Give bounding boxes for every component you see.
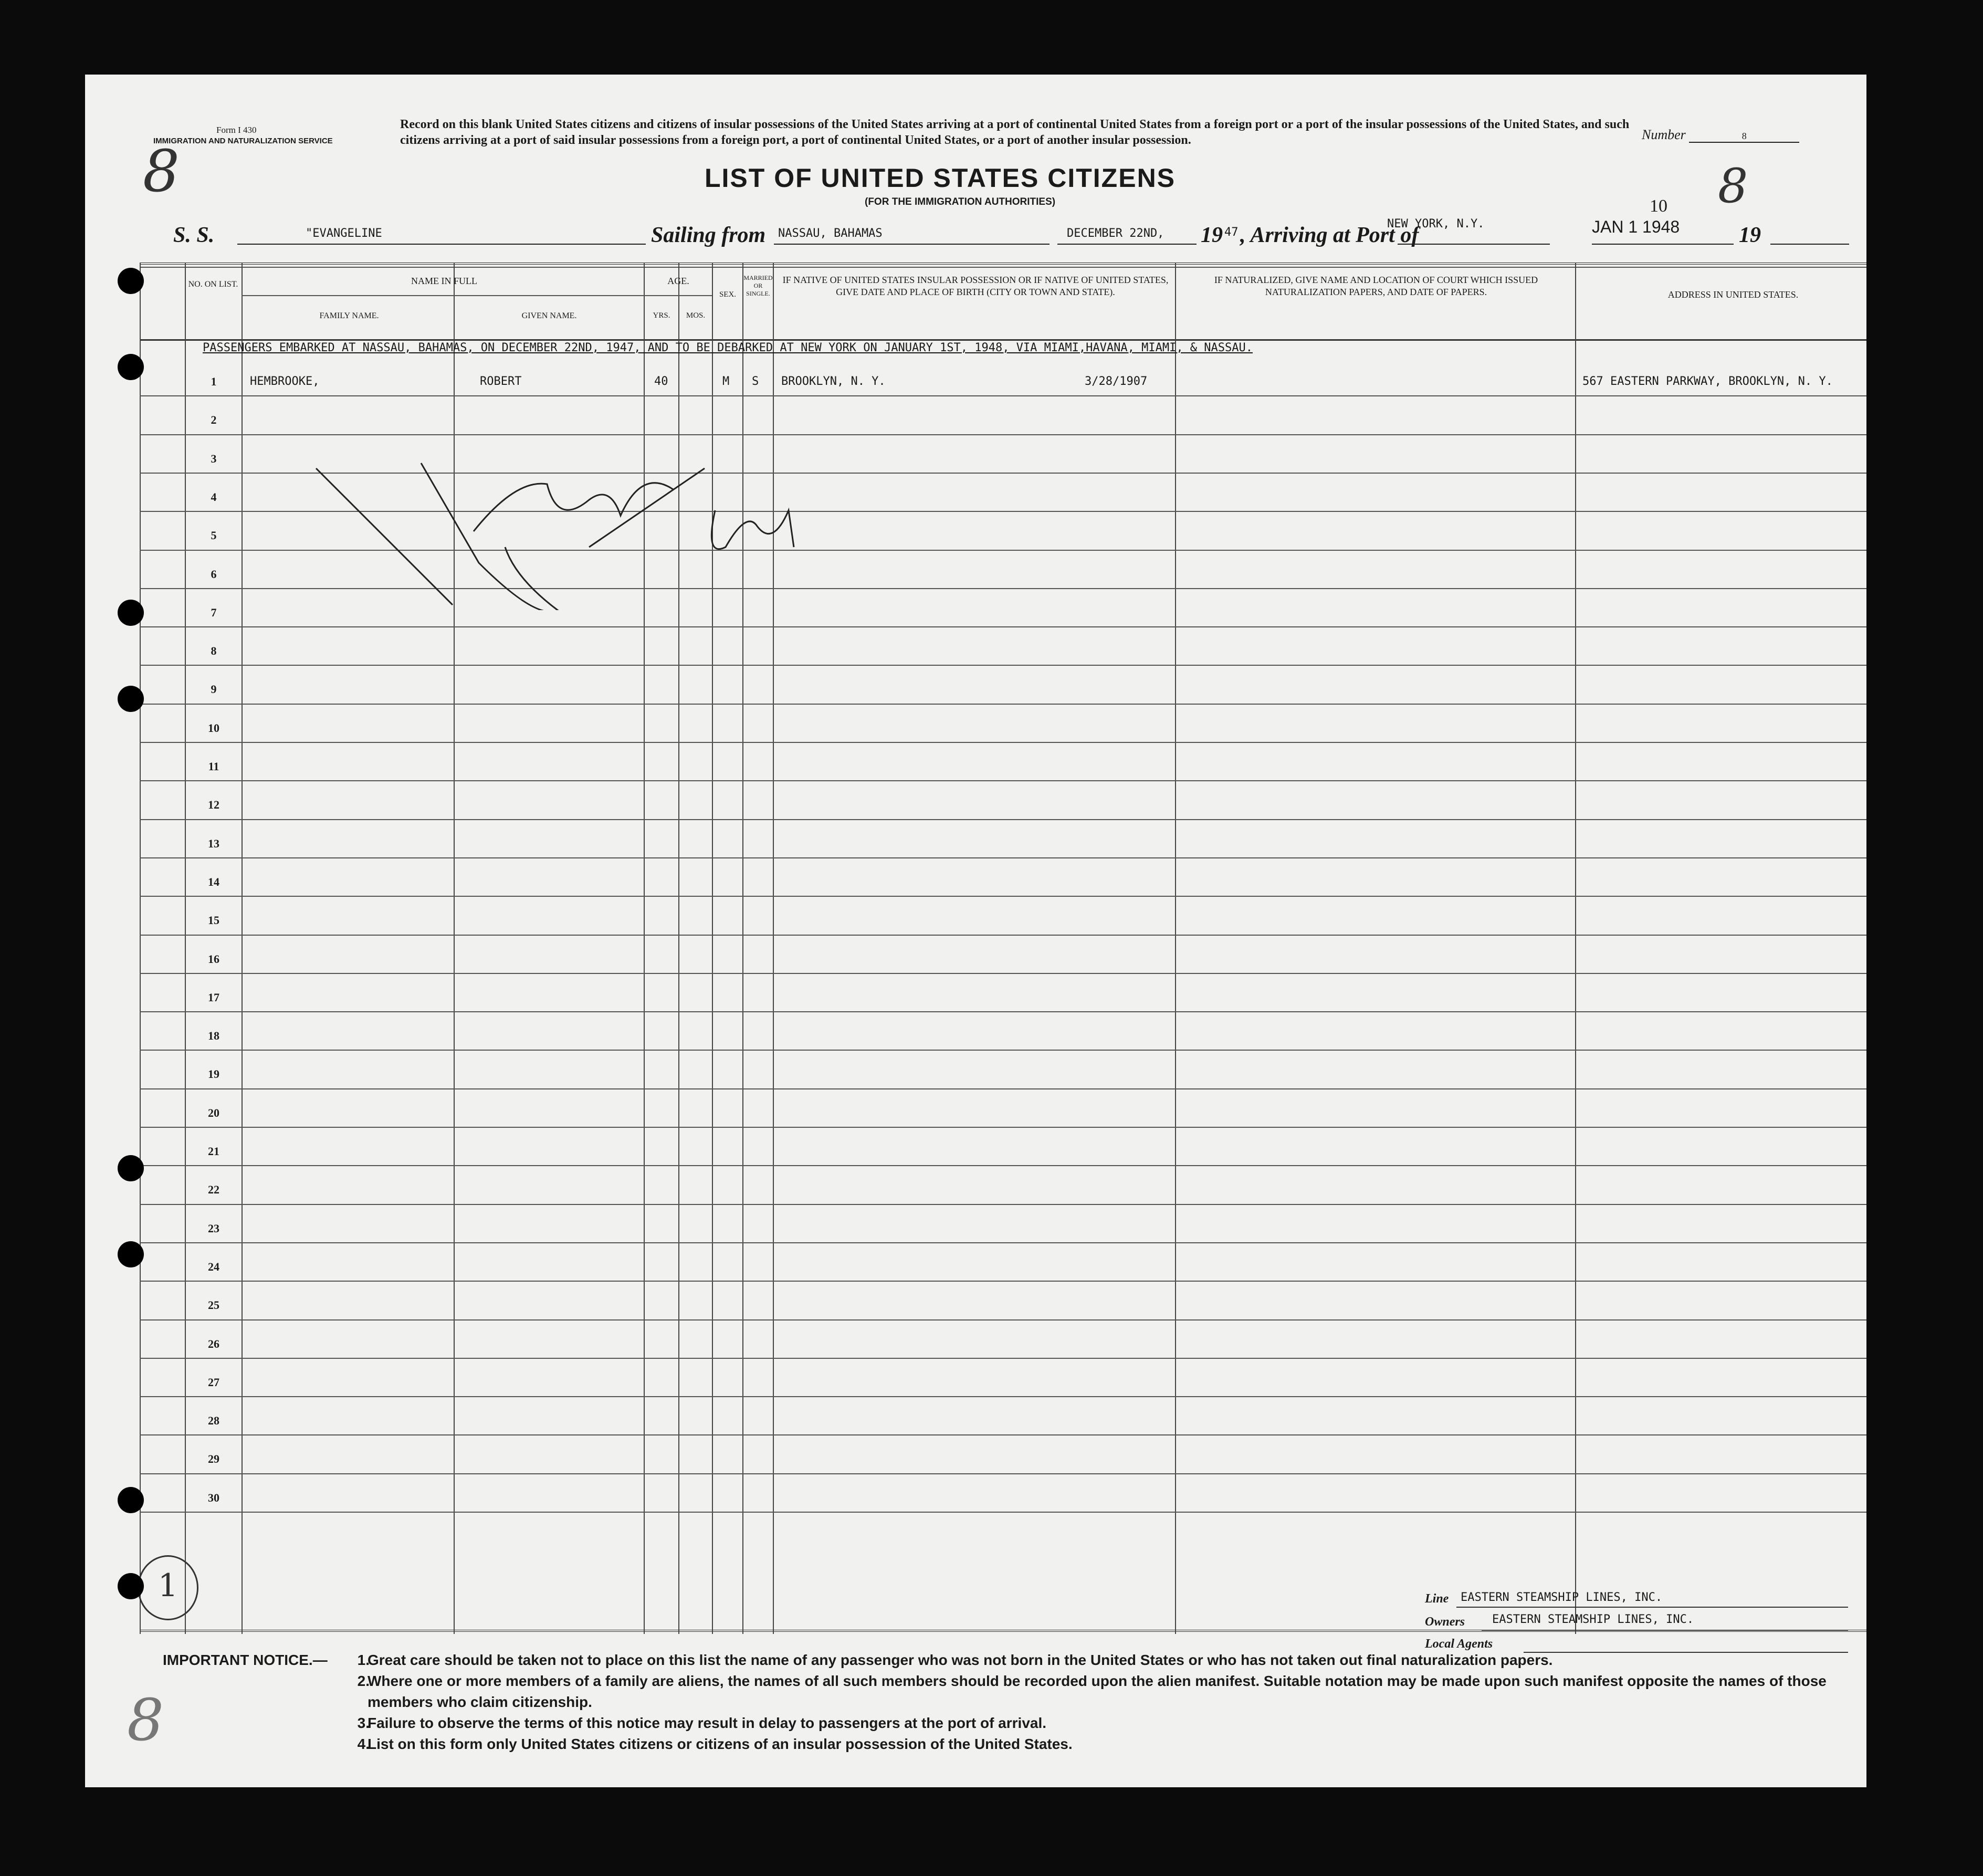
- row-rule: [140, 973, 1866, 974]
- binder-hole: [118, 600, 144, 626]
- col-native: IF NATIVE OF UNITED STATES INSULAR POSSESSION OR IF NATIVE OF UNITED STATES, GIVE DATE AND PLACE OF BIRTH (CITY OR TOWN AND STATE).: [782, 275, 1169, 297]
- signature-scribble: [243, 390, 820, 610]
- marital-cell: S: [752, 375, 759, 388]
- row-rule: [140, 1434, 1866, 1435]
- list-number: [1642, 127, 1799, 143]
- row-rule: [140, 1358, 1866, 1359]
- year-prefix: 19: [1201, 223, 1223, 247]
- owners-value: EASTERN STEAMSHIP LINES, INC.: [1492, 1613, 1694, 1626]
- to-line: [1398, 244, 1550, 245]
- row-number: 16: [208, 952, 219, 966]
- row-rule: [140, 626, 1866, 627]
- row-rule: [140, 1088, 1866, 1089]
- row-rule: [140, 896, 1866, 897]
- row-number: 2: [211, 413, 217, 427]
- row-rule: [140, 665, 1866, 666]
- row-number: 15: [208, 914, 219, 927]
- sex-cell: M: [722, 375, 730, 388]
- row-number: 3: [211, 452, 217, 465]
- row-number: 19: [208, 1067, 219, 1081]
- binder-hole: [118, 1487, 144, 1513]
- row-rule: [140, 819, 1866, 820]
- binder-hole: [118, 1573, 144, 1599]
- page-title: LIST OF UNITED STATES CITIZENS: [705, 163, 1176, 193]
- row-number: 12: [208, 798, 219, 812]
- row-rule: [140, 742, 1866, 743]
- row-number: 10: [208, 721, 219, 735]
- owners-label: Owners: [1425, 1615, 1465, 1629]
- handwritten-number: 8: [143, 138, 180, 205]
- arrival-stamp: JAN 1 1948: [1592, 217, 1680, 236]
- row-rule: [140, 1050, 1866, 1051]
- arriving-label: , Arriving at Port of: [1240, 223, 1419, 247]
- ss-label: S. S.: [173, 223, 215, 247]
- col-naturalized: IF NATURALIZED, GIVE NAME AND LOCATION OF COURT WHICH ISSUED NATURALIZATION PAPERS, AND DATE OF PAPERS.: [1214, 275, 1538, 297]
- row-rule: [140, 1011, 1866, 1012]
- row-rule: [140, 935, 1866, 936]
- row-number: 17: [208, 990, 219, 1004]
- row-rule: [140, 704, 1866, 705]
- binder-hole: [118, 1241, 144, 1267]
- col-married: MARRIED OR SINGLE.: [743, 274, 773, 297]
- family-name-cell: HEMBROOKE,: [250, 375, 320, 388]
- ship-name: "EVANGELINE: [306, 227, 382, 240]
- binder-hole: [118, 354, 144, 380]
- notice-heading: IMPORTANT NOTICE.—: [163, 1652, 328, 1668]
- row-number: 7: [211, 605, 217, 619]
- birthdate-cell: 3/28/1907: [1085, 375, 1148, 388]
- sailing-label: Sailing from: [651, 223, 766, 247]
- handwritten-number-right: 8: [1718, 159, 1748, 214]
- important-notice: IMPORTANT NOTICE.— 1. Great care should be taken not to place on this list the name of any passenger who was not born in the United States or who has not taken out final naturalization papers. 2. Where one or more members of a family are aliens, the names of all such members should be recorded upon the alien manifest. Suitable notation may be made upon such manifest opposite the names of those members who claim citizenship. 3. Failure to observe the terms of this notice may result in delay to passengers at the port of arrival. 4. List on this form only United States citizens or citizens of an insular possession of the United States.: [163, 1650, 1864, 1755]
- row-number: 8: [211, 644, 217, 658]
- col-age: AGE.: [667, 276, 689, 286]
- row-rule: [140, 780, 1866, 781]
- col-address: ADDRESS IN UNITED STATES.: [1667, 289, 1799, 300]
- row-rule: [140, 1396, 1866, 1397]
- circled-annotation: 1: [138, 1555, 198, 1620]
- list-number-label: Number: [1642, 127, 1686, 142]
- birthplace-cell: BROOKLYN, N. Y.: [781, 375, 886, 388]
- col-given-name: GIVEN NAME.: [521, 311, 577, 320]
- row-number: 24: [208, 1260, 219, 1273]
- row-number: 13: [208, 836, 219, 850]
- notice-item: Where one or more members of a family are aliens, the names of all such members should be recorded upon the alien manifest. Suitable notation may be made upon such manifest opposite the names of those members who claim citizenship.: [368, 1673, 1827, 1710]
- ship-line: [237, 244, 646, 245]
- row-rule: [140, 1512, 1866, 1513]
- row-number: 20: [208, 1106, 219, 1119]
- binder-hole: [118, 268, 144, 294]
- row-number: 18: [208, 1029, 219, 1043]
- row-rule: [140, 1281, 1866, 1282]
- year-label: 19: [1739, 223, 1761, 247]
- address-cell: 567 EASTERN PARKWAY, BROOKLYN, N. Y.: [1582, 375, 1833, 388]
- row-rule: [140, 1165, 1866, 1166]
- col-sex: SEX.: [719, 290, 737, 299]
- embark-note: PASSENGERS EMBARKED AT NASSAU, BAHAMAS, ON DECEMBER 22ND, 1947, AND TO BE DEBARKED AT NEW YORK ON JANUARY 1ST, 1948, VIA MIAMI,HAVANA, MIAMI, & NASSAU.: [203, 341, 1253, 354]
- row-rule: [140, 1473, 1866, 1474]
- row-number: 27: [208, 1375, 219, 1389]
- row-number: 11: [208, 760, 219, 773]
- form-preamble: Record on this blank United States citizens and citizens of insular possessions of the United States arriving at a port of continental United States from a foreign port or a port of the insular possessions of the United States, and such citizens arriving at a port of said insular possessions from a foreign port, a port of continental United States, or a port of another insular possession.: [400, 118, 1630, 147]
- from-port: NASSAU, BAHAMAS: [778, 227, 883, 240]
- col-name-in-full: NAME IN FULL: [411, 276, 477, 286]
- arrival-line: [1592, 244, 1734, 245]
- row-rule: [140, 1242, 1866, 1243]
- col-mos: MOS.: [686, 311, 706, 320]
- row-number: 28: [208, 1414, 219, 1428]
- year-line: [1770, 244, 1849, 245]
- row-rule: [140, 857, 1866, 858]
- handwritten-number-bottom: 8: [127, 1686, 164, 1754]
- row-number: 14: [208, 875, 219, 888]
- row-number: 6: [211, 567, 217, 581]
- notice-item: Great care should be taken not to place on this list the name of any passenger who was not born in the United States or who has not taken out final naturalization papers.: [368, 1652, 1553, 1668]
- manifest-page: [85, 75, 1866, 1787]
- list-number-value: 8: [1689, 131, 1799, 143]
- row-number: 22: [208, 1183, 219, 1197]
- row-rule: [140, 1204, 1866, 1205]
- row-number: 21: [208, 1145, 219, 1158]
- line-value: EASTERN STEAMSHIP LINES, INC.: [1461, 1591, 1663, 1604]
- agents-label: Local Agents: [1425, 1637, 1493, 1651]
- col-yrs: YRS.: [653, 311, 670, 320]
- notice-item: List on this form only United States citizens or citizens of an insular possession of the United States.: [368, 1736, 1073, 1752]
- row-rule: [140, 1127, 1866, 1128]
- row-number: 23: [208, 1221, 219, 1235]
- binder-hole: [118, 686, 144, 712]
- row-number: 9: [211, 683, 217, 696]
- to-port: NEW YORK, N.Y.: [1387, 217, 1485, 230]
- row-rule: [140, 1319, 1866, 1320]
- row-number: 1: [211, 375, 217, 388]
- row-number: 29: [208, 1452, 219, 1466]
- row-number: 26: [208, 1337, 219, 1350]
- from-line: [774, 244, 1050, 245]
- col-no: NO. ON LIST.: [188, 280, 238, 289]
- row-number: 30: [208, 1491, 219, 1504]
- date-line: [1057, 244, 1197, 245]
- sailing-date: DECEMBER 22ND,: [1067, 227, 1164, 240]
- form-number: Form I 430: [216, 125, 257, 135]
- line-label: Line: [1425, 1592, 1449, 1606]
- page-subtitle: (FOR THE IMMIGRATION AUTHORITIES): [865, 196, 1056, 207]
- year-suffix: 47: [1224, 226, 1239, 239]
- age-yrs-cell: 40: [654, 375, 668, 388]
- notice-item: Failure to observe the terms of this notice may result in delay to passengers at the port of arrival.: [368, 1715, 1047, 1731]
- row-number: 4: [211, 490, 217, 504]
- form-agency: IMMIGRATION AND NATURALIZATION SERVICE: [153, 137, 333, 145]
- binder-hole: [118, 1155, 144, 1181]
- given-name-cell: ROBERT: [480, 375, 522, 388]
- stamp-day: 10: [1650, 196, 1667, 216]
- row-number: 5: [211, 529, 217, 542]
- row-number: 25: [208, 1298, 219, 1312]
- col-family-name: FAMILY NAME.: [319, 311, 379, 320]
